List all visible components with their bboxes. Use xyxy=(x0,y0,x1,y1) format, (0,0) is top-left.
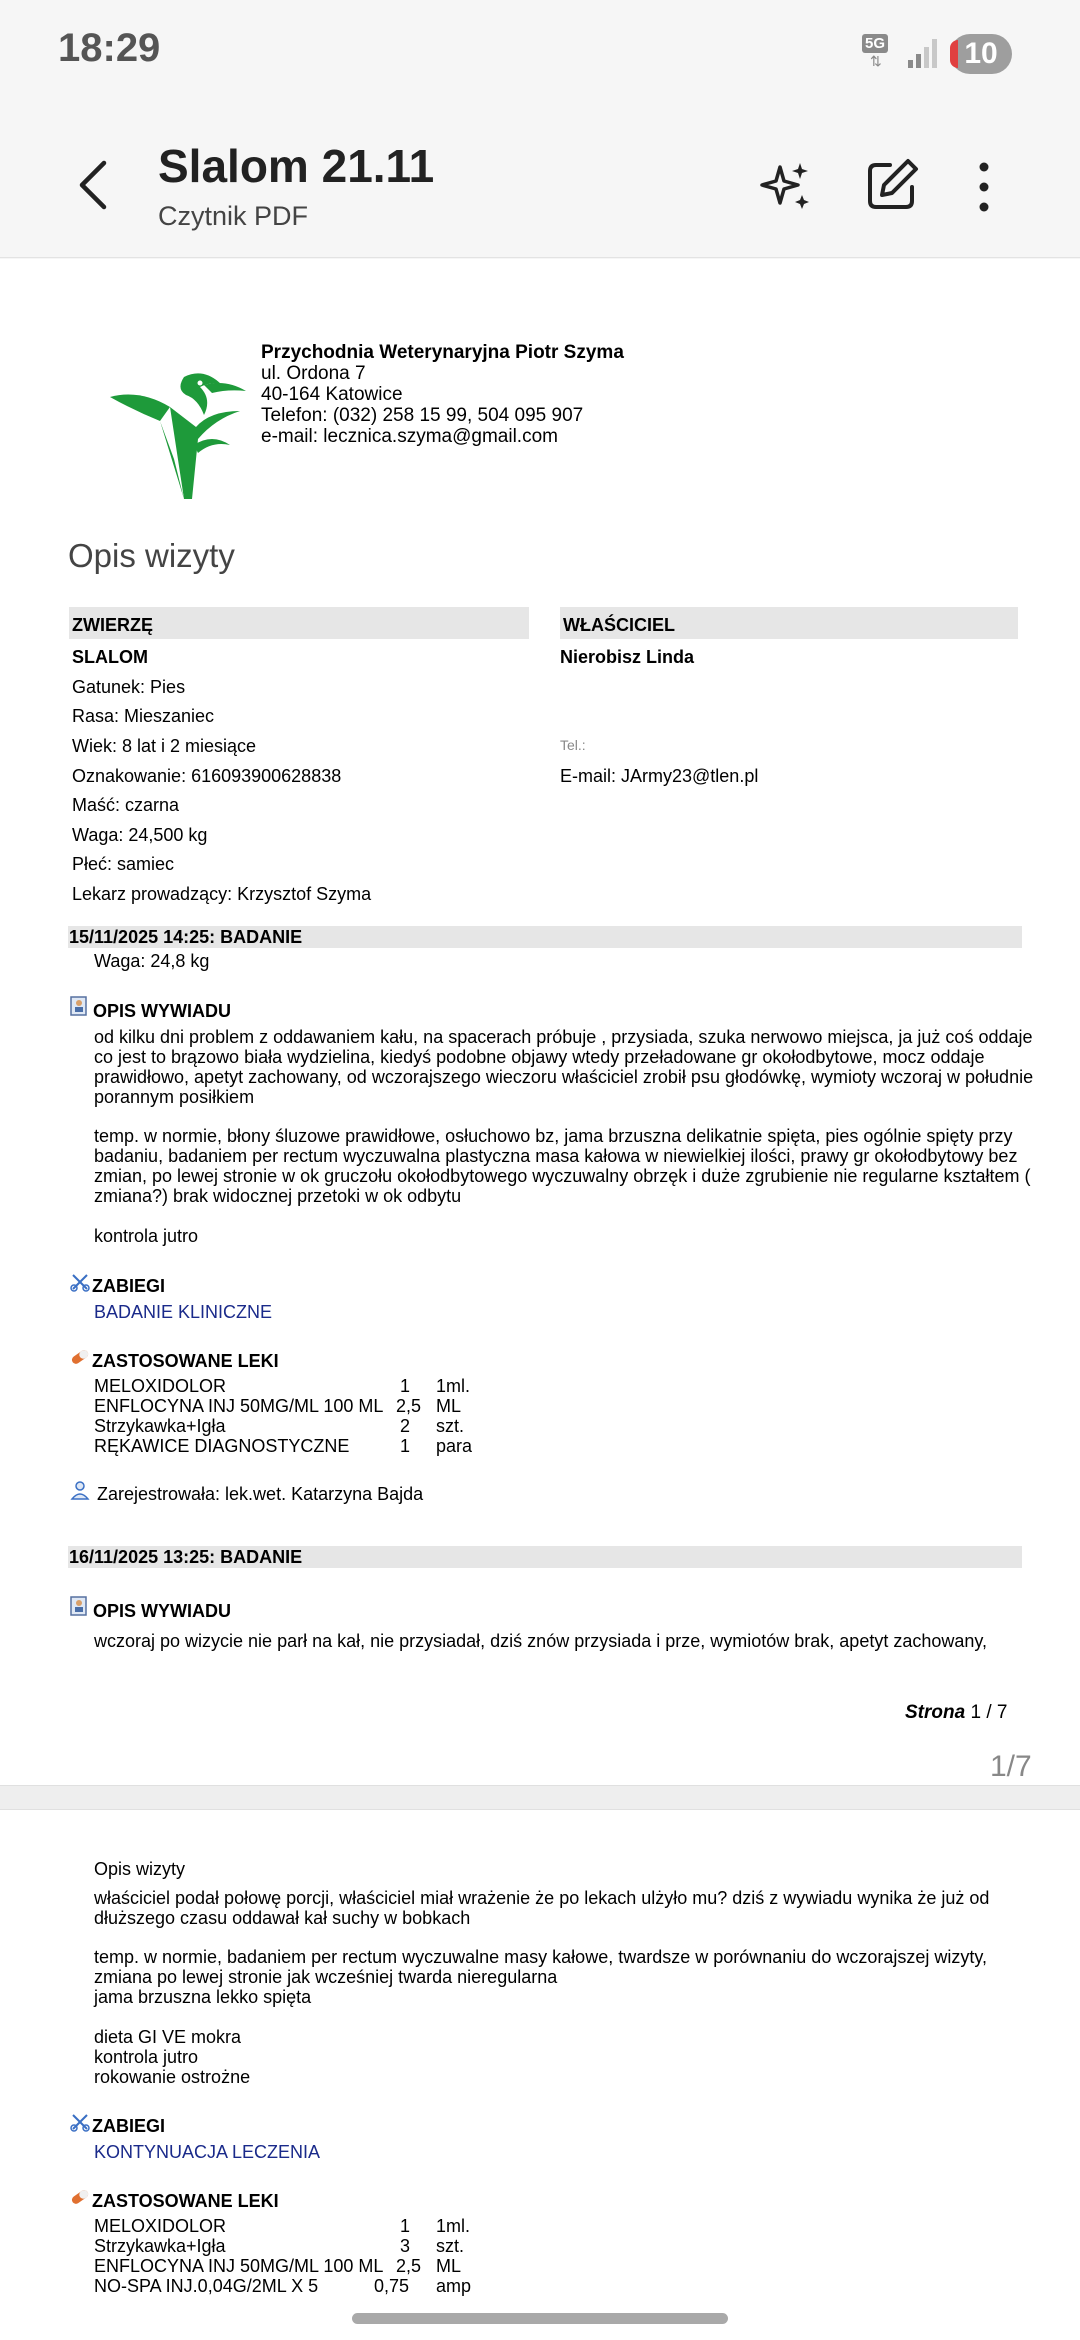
animal-chip: Oznakowanie: 616093900628838 xyxy=(72,766,342,786)
med-qty: 2,5 xyxy=(396,1396,422,1416)
clock: 18:29 xyxy=(58,26,161,70)
app-subtitle: Czytnik PDF xyxy=(158,201,309,231)
med-unit: ML xyxy=(436,1396,462,1416)
animal-age: Wiek: 8 lat i 2 miesiące xyxy=(72,736,257,756)
med-name: Strzykawka+Igła xyxy=(94,1416,226,1436)
animal-color: Maść: czarna xyxy=(72,795,180,815)
animal-species: Gatunek: Pies xyxy=(72,677,186,697)
med-qty: 1 xyxy=(400,2216,411,2236)
med-name: Strzykawka+Igła xyxy=(94,2236,226,2256)
status-bar xyxy=(0,0,1080,105)
battery-icon: 10 xyxy=(950,34,1012,74)
medication-pill-icon xyxy=(69,1346,91,1368)
edit-icon[interactable] xyxy=(862,155,922,215)
animal-sex: Płeć: samiec xyxy=(72,854,175,874)
history-header: OPIS WYWIADU xyxy=(93,1001,231,1021)
registered-by: Zarejestrowała: lek.wet. Katarzyna Bajda xyxy=(97,1484,424,1504)
examination-line: temp. w normie, badaniem per rectum wyczuwalne masy kałowe, twardsze w porównaniu do wczorajszej wizyty, xyxy=(94,1947,988,1967)
med-name: ENFLOCYNA INJ 50MG/ML 100 ML xyxy=(94,2256,384,2276)
page-indicator: 1/7 xyxy=(990,1750,1032,1783)
history-icon xyxy=(69,995,91,1017)
med-qty: 1 xyxy=(400,1436,411,1456)
document-title: Slalom 21.11 xyxy=(158,140,435,192)
follow-up-text: kontrola jutro xyxy=(94,1226,199,1246)
med-name: ENFLOCYNA INJ 50MG/ML 100 ML xyxy=(94,1396,384,1416)
pdf-page-2[interactable] xyxy=(0,1810,1080,2340)
procedure-item: BADANIE KLINICZNE xyxy=(94,1302,273,1322)
procedures-header: ZABIEGI xyxy=(92,2116,166,2136)
med-unit: para xyxy=(436,1436,473,1456)
medication-pill-icon xyxy=(69,2186,91,2208)
med-name: RĘKAWICE DIAGNOSTYCZNE xyxy=(94,1436,350,1456)
medications-header: ZASTOSOWANE LEKI xyxy=(92,1351,279,1371)
user-registered-icon xyxy=(69,1479,91,1501)
visit-weight: Waga: 24,8 kg xyxy=(94,951,210,971)
animal-name: SLALOM xyxy=(72,647,148,667)
examination-text: temp. w normie, błony śluzowe prawidłowe, osłuchowo bz, jama brzuszna delikatnie spięta, pies ogólnie spięty przy badaniu, badaniem per rectum wyczuwalna plastyczna masa kałowa w niewielkiej ilości, prawy gr okołodbytowy bez zmian, po lewej stronie w ok gruczołu okołodbytowego wyczuwalny obrzęk i duże zgrubienie nie regularne kształtem ( zmiana?) brak widocznej przetoki w ok odbytu xyxy=(94,1126,1031,1206)
medications-header: ZASTOSOWANE LEKI xyxy=(92,2191,279,2211)
med-name: NO-SPA INJ.0,04G/2ML X 5 xyxy=(94,2276,319,2296)
ai-sparkle-icon[interactable] xyxy=(756,157,816,217)
owner-name: Nierobisz Linda xyxy=(560,647,695,667)
visit-date-header: 15/11/2025 14:25: BADANIE xyxy=(68,926,1022,948)
history-text: wczoraj po wizycie nie parł na kał, nie przysiadał, dziś znów przysiada i prze, wymiotów brak, apetyt zachowany, xyxy=(94,1631,988,1651)
more-options-icon[interactable] xyxy=(966,157,1002,217)
network-5g-icon: 5G ⇅ xyxy=(862,34,896,70)
signal-icon xyxy=(906,36,940,70)
procedures-header: ZABIEGI xyxy=(92,1276,166,1296)
med-qty: 3 xyxy=(400,2236,411,2256)
home-gesture-bar[interactable] xyxy=(352,2313,728,2324)
plan-line: rokowanie ostrożne xyxy=(94,2067,251,2087)
med-name: MELOXIDOLOR xyxy=(94,1376,227,1396)
procedure-scissors-icon xyxy=(69,2111,91,2133)
med-qty: 2 xyxy=(400,1416,411,1436)
clinic-email: e-mail: lecznica.szyma@gmail.com xyxy=(261,426,558,447)
page-footer: Strona 1 / 7 xyxy=(905,1702,1008,1723)
page-header: Opis wizyty xyxy=(94,1859,186,1879)
page-separator xyxy=(0,1785,1080,1810)
visit-description-heading: Opis wizyty xyxy=(68,537,235,574)
history-text: właściciel podał połowę porcji, właściciel miał wrażenie że po lekach ulżyło mu? dziś z wywiadu wynika że już od dłuższego czasu oddawał kał suchy w bobkach xyxy=(94,1888,990,1928)
owner-email: E-mail: JArmy23@tlen.pl xyxy=(560,766,759,786)
med-name: MELOXIDOLOR xyxy=(94,2216,227,2236)
owner-section-header: WŁAŚCICIEL xyxy=(560,607,1018,639)
back-arrow-icon[interactable] xyxy=(66,155,126,215)
clinic-logo xyxy=(100,359,250,499)
procedure-scissors-icon xyxy=(69,1271,91,1293)
visit-date-header: 16/11/2025 13:25: BADANIE xyxy=(68,1546,1022,1568)
animal-breed: Rasa: Mieszaniec xyxy=(72,706,215,726)
app-bar xyxy=(0,105,1080,258)
owner-phone-label: Tel.: xyxy=(560,737,586,753)
history-icon xyxy=(69,1595,91,1617)
med-unit: szt. xyxy=(436,1416,465,1436)
plan-line: dieta GI VE mokra xyxy=(94,2027,242,2047)
plan-line: kontrola jutro xyxy=(94,2047,199,2067)
history-text: od kilku dni problem z oddawaniem kału, na spacerach próbuje , przysiada, szuka nerwowo miejsca, ja już coś oddaje co jest to brązowo biała wydzielina, kiedyś podobne objawy wtedy przeładowane gr okołodbytowe, mocz oddaje prawidłowo, apetyt zachowany, od wczorajszego wieczoru właściciel zrobił psu głodówkę, wymioty wczoraj w południe porannym posiłkiem xyxy=(94,1027,1034,1107)
attending-doctor: Lekarz prowadzący: Krzysztof Szyma xyxy=(72,884,372,904)
med-unit: amp xyxy=(436,2276,472,2296)
med-unit: 1ml. xyxy=(436,1376,471,1396)
pdf-page-1[interactable] xyxy=(0,259,1080,1785)
examination-line: jama brzuszna lekko spięta xyxy=(94,1987,312,2007)
clinic-city: 40-164 Katowice xyxy=(261,384,403,405)
animal-weight: Waga: 24,500 kg xyxy=(72,825,208,845)
clinic-name: Przychodnia Weterynaryjna Piotr Szyma xyxy=(261,342,624,363)
animal-section-header: ZWIERZĘ xyxy=(69,607,529,639)
examination-line: zmiana po lewej stronie jak wcześniej twarda nieregularna xyxy=(94,1967,558,1987)
med-qty: 0,75 xyxy=(374,2276,410,2296)
clinic-phone: Telefon: (032) 258 15 99, 504 095 907 xyxy=(261,405,584,426)
battery-low-indicator xyxy=(950,40,958,68)
history-header: OPIS WYWIADU xyxy=(93,1601,231,1621)
med-unit: 1ml. xyxy=(436,2216,471,2236)
clinic-street: ul. Ordona 7 xyxy=(261,363,366,384)
med-unit: szt. xyxy=(436,2236,465,2256)
procedure-item: KONTYNUACJA LECZENIA xyxy=(94,2142,321,2162)
med-qty: 2,5 xyxy=(396,2256,422,2276)
med-qty: 1 xyxy=(400,1376,411,1396)
med-unit: ML xyxy=(436,2256,462,2276)
